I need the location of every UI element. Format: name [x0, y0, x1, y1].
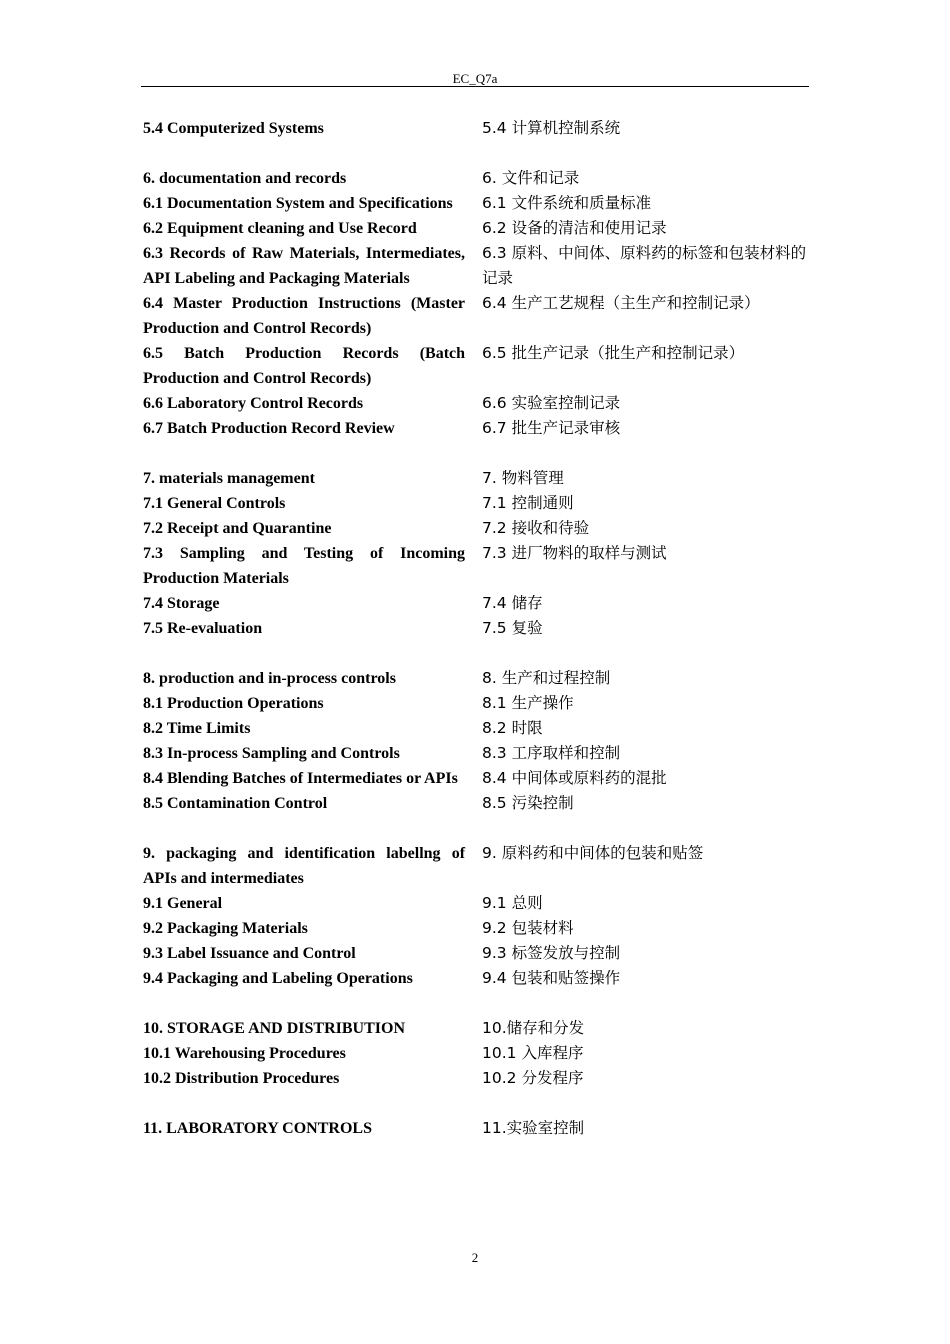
toc-entry-chinese: 10.2 分发程序 [482, 1069, 584, 1087]
toc-entry [143, 291, 811, 341]
toc-entry [143, 766, 811, 791]
toc-entry-english: 7.5 Re-evaluation [143, 620, 263, 637]
toc-entry [143, 1041, 811, 1066]
section-spacer [143, 441, 811, 466]
toc-entry-chinese: 7.3 进厂物料的取样与测试 [482, 544, 667, 562]
toc-entry-chinese: 6.1 文件系统和质量标准 [482, 194, 652, 212]
toc-entry-english: 6.2 Equipment cleaning and Use Record [143, 220, 417, 237]
toc-entry-chinese: 7.1 控制通则 [482, 494, 574, 512]
toc-entry [143, 691, 811, 716]
toc-entry-chinese: 9.1 总则 [482, 894, 543, 912]
toc-entry [143, 841, 811, 891]
toc-entry-chinese: 6.2 设备的清洁和使用记录 [482, 219, 667, 237]
toc-entry-english: 8.3 In-process Sampling and Controls [143, 745, 400, 762]
toc-entry-english: 9.2 Packaging Materials [143, 920, 308, 937]
toc-entry [143, 516, 811, 541]
toc-entry [143, 191, 811, 216]
toc-entry-chinese: 7.2 接收和待验 [482, 519, 590, 537]
toc-entry-english: 6.4 Master Production Instructions (Master Production and Control Records) [143, 295, 466, 337]
section-spacer [143, 1091, 811, 1116]
toc-entry [143, 916, 811, 941]
toc-entry [143, 216, 811, 241]
toc-entry-english: 8.5 Contamination Control [143, 795, 328, 812]
toc-entry [143, 466, 811, 491]
toc-entry-english: 6.7 Batch Production Record Review [143, 420, 395, 437]
toc-entry-chinese: 9. 原料药和中间体的包装和贴签 [482, 844, 704, 862]
toc-entry-chinese: 9.2 包装材料 [482, 919, 574, 937]
toc-entry-english: 9.3 Label Issuance and Control [143, 945, 356, 962]
toc-entry-chinese: 8.3 工序取样和控制 [482, 744, 621, 762]
toc-entry-chinese: 8. 生产和过程控制 [482, 669, 611, 687]
toc-entry [143, 741, 811, 766]
toc-entry-chinese: 6.3 原料、中间体、原料药的标签和包装材料的记录 [482, 244, 807, 287]
toc-entry-english: 5.4 Computerized Systems [143, 120, 324, 137]
toc-entry-english: 10. STORAGE AND DISTRIBUTION [143, 1020, 405, 1037]
toc-entry [143, 616, 811, 641]
toc-entry-english: 11. LABORATORY CONTROLS [143, 1120, 372, 1137]
toc-entry-english: 8.2 Time Limits [143, 720, 251, 737]
toc-entry-chinese: 6.7 批生产记录审核 [482, 419, 621, 437]
toc-entry [143, 541, 811, 591]
toc-entry-english: 7.3 Sampling and Testing of Incoming Production Materials [143, 545, 466, 587]
page-number: 2 [471, 1250, 479, 1265]
toc-entry-english: 6. documentation and records [143, 170, 347, 187]
toc-entry [143, 891, 811, 916]
toc-entry [143, 116, 811, 141]
toc-entry-chinese: 8.5 污染控制 [482, 794, 574, 812]
toc-entry-chinese: 9.3 标签发放与控制 [482, 944, 621, 962]
toc-entry [143, 391, 811, 416]
section-spacer [143, 641, 811, 666]
toc-entry-chinese: 8.2 时限 [482, 719, 543, 737]
toc-entry [143, 341, 811, 391]
toc-entry-english: 7. materials management [143, 470, 315, 487]
toc-entry [143, 941, 811, 966]
toc-entry-chinese: 8.4 中间体或原料药的混批 [482, 769, 667, 787]
toc-entry-english: 8. production and in-process controls [143, 670, 396, 687]
toc-entry [143, 1016, 811, 1041]
toc-entry [143, 791, 811, 816]
toc-entry-english: 9.1 General [143, 895, 223, 912]
toc-entry [143, 591, 811, 616]
toc-entry [143, 491, 811, 516]
toc-entry [143, 1116, 811, 1141]
toc-entry-chinese: 10.储存和分发 [482, 1019, 585, 1037]
toc-entry [143, 716, 811, 741]
toc-entry-english: 7.1 General Controls [143, 495, 286, 512]
toc-entry [143, 666, 811, 691]
header-title: EC_Q7a [452, 71, 498, 86]
section-spacer [143, 991, 811, 1016]
toc-entry-chinese: 9.4 包装和贴签操作 [482, 969, 621, 987]
table-of-contents [143, 116, 811, 1141]
toc-entry-english: 7.4 Storage [143, 595, 220, 612]
toc-entry-chinese: 6.6 实验室控制记录 [482, 394, 621, 412]
toc-entry-english: 8.1 Production Operations [143, 695, 324, 712]
toc-entry-chinese: 7.4 储存 [482, 594, 543, 612]
toc-entry-english: 9.4 Packaging and Labeling Operations [143, 970, 413, 987]
toc-entry-chinese: 11.实验室控制 [482, 1119, 585, 1137]
toc-entry-chinese: 6.5 批生产记录（批生产和控制记录） [482, 344, 745, 362]
toc-entry-english: 6.6 Laboratory Control Records [143, 395, 364, 412]
toc-entry-english: 6.5 Batch Production Records (Batch Production and Control Records) [143, 345, 466, 387]
toc-entry-chinese: 7. 物料管理 [482, 469, 564, 487]
header-rule [141, 86, 809, 87]
toc-entry-english: 6.3 Records of Raw Materials, Intermediates, API Labeling and Packaging Materials [143, 245, 466, 287]
section-spacer [143, 816, 811, 841]
toc-entry-chinese: 8.1 生产操作 [482, 694, 574, 712]
toc-entry-english: 9. packaging and identification labellng of APIs and intermediates [143, 845, 466, 887]
toc-entry [143, 1066, 811, 1091]
toc-entry-english: 8.4 Blending Batches of Intermediates or APIs [143, 770, 458, 787]
toc-entry [143, 966, 811, 991]
toc-entry-chinese: 7.5 复验 [482, 619, 543, 637]
toc-entry-english: 10.1 Warehousing Procedures [143, 1045, 346, 1062]
toc-entry-english: 7.2 Receipt and Quarantine [143, 520, 332, 537]
section-spacer [143, 141, 811, 166]
toc-entry [143, 241, 811, 291]
toc-entry-chinese: 5.4 计算机控制系统 [482, 119, 621, 137]
toc-entry-chinese: 10.1 入库程序 [482, 1044, 584, 1062]
toc-entry-chinese: 6.4 生产工艺规程（主生产和控制记录） [482, 294, 760, 312]
toc-entry-english: 10.2 Distribution Procedures [143, 1070, 340, 1087]
toc-entry [143, 166, 811, 191]
toc-entry-english: 6.1 Documentation System and Specifications [143, 195, 453, 212]
toc-entry [143, 416, 811, 441]
toc-entry-chinese: 6. 文件和记录 [482, 169, 580, 187]
